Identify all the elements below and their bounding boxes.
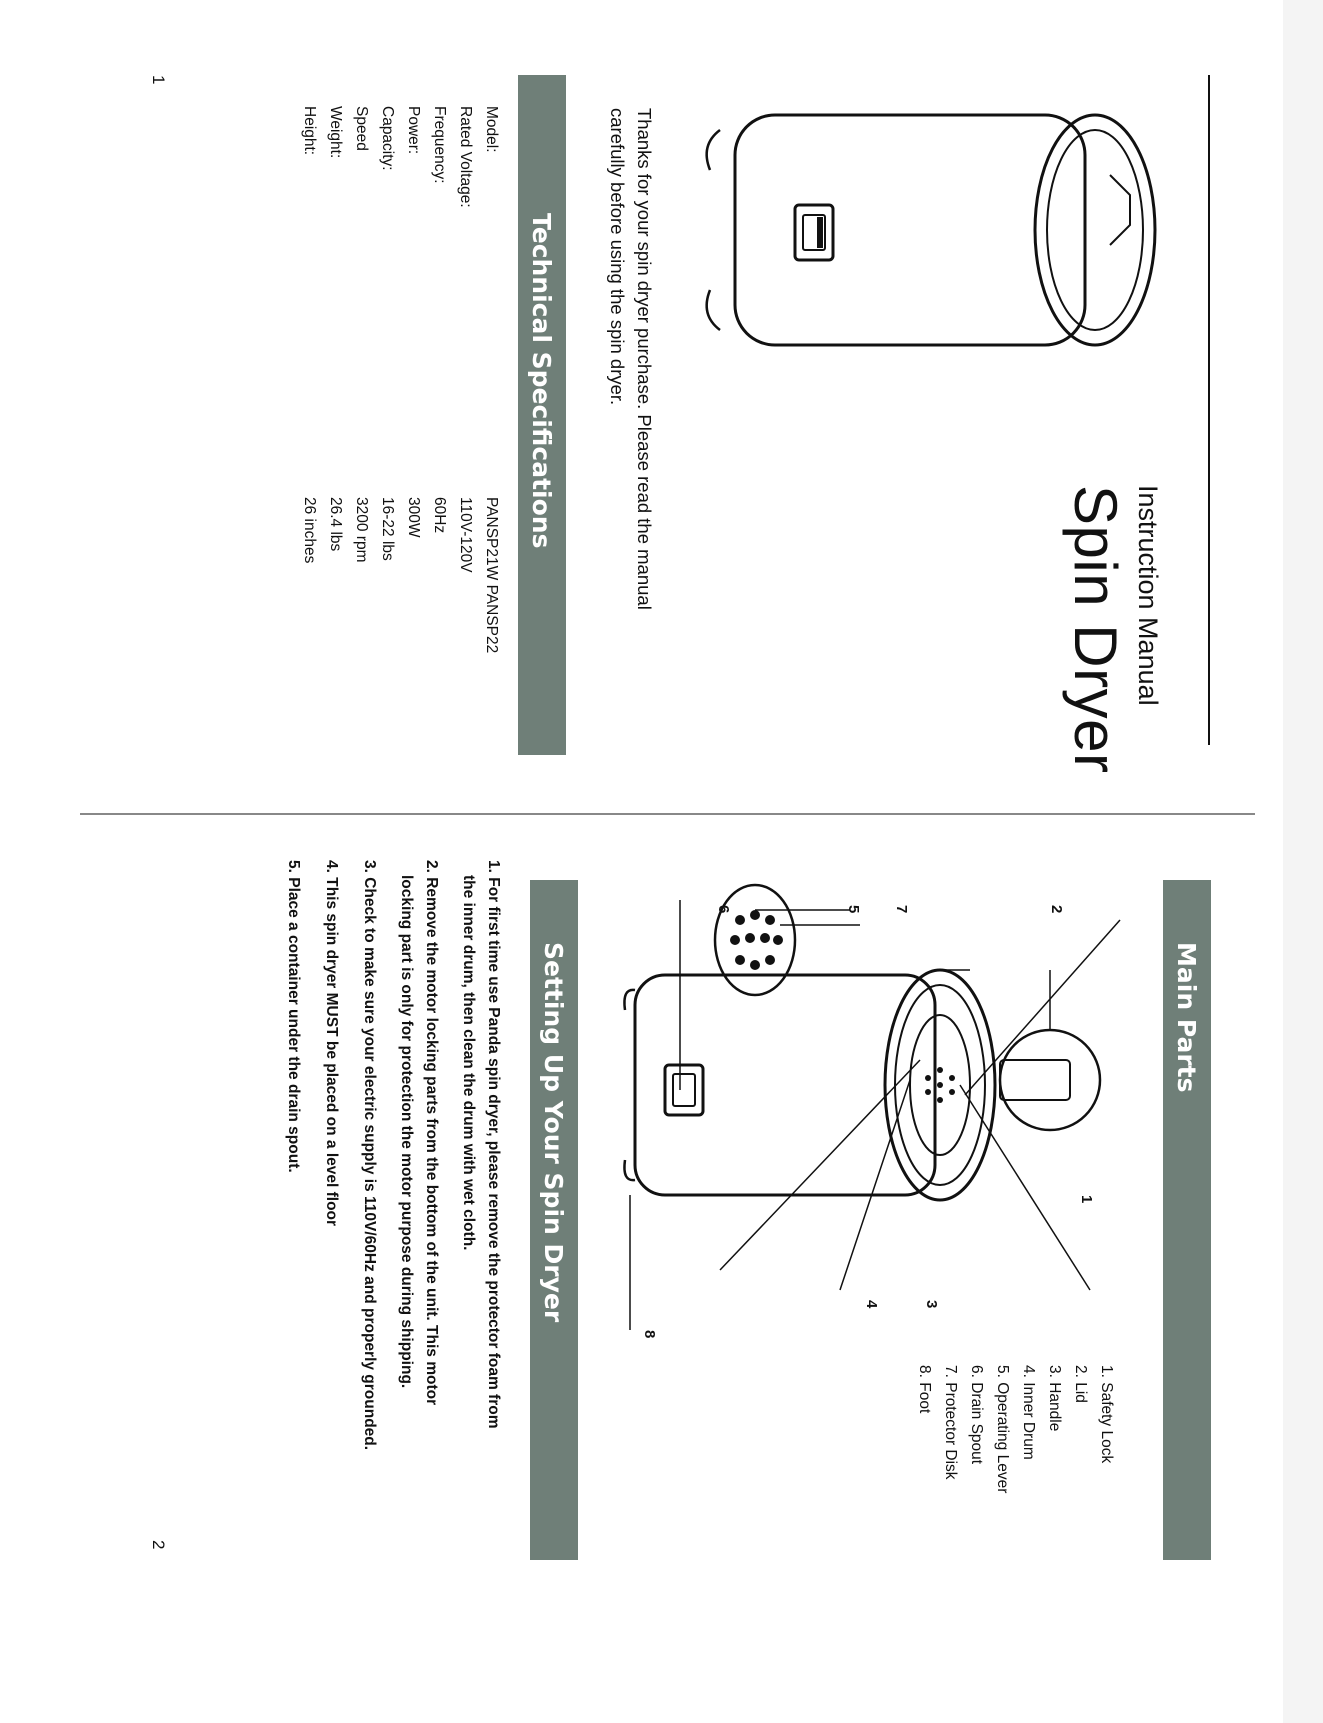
setup-step-2-line-1: 2. Remove the motor locking parts from the bottom of the unit. This motor [423, 860, 440, 1406]
part-item: 3. Handle [1046, 1365, 1063, 1432]
callout-5: 5 [845, 905, 862, 914]
intro-line-2: carefully before using the spin dryer. [607, 108, 628, 406]
cover-title-rule [1208, 75, 1210, 745]
spec-row-weight: Weight: [327, 106, 344, 159]
manual-title: Spin Dryer [1062, 485, 1129, 774]
spec-row-speed: Speed [353, 106, 370, 151]
manual-subtitle: Instruction Manual [1133, 485, 1163, 706]
part-item: 7. Protector Disk [942, 1365, 959, 1480]
spec-row-power: Power: [405, 106, 422, 155]
setup-step-1-line-1: 1. For first time use Panda spin dryer, please remove the protector foam from [485, 860, 502, 1429]
dryer-cover-illustration [690, 95, 1175, 375]
setup-step-1-line-2: the inner drum, then clean the drum with wet cloth. [460, 875, 477, 1251]
page-number-left: 1 [149, 75, 168, 85]
spec-value-voltage: 110V-120V [457, 497, 474, 573]
spec-row-capacity: Capacity: [379, 106, 396, 171]
part-item: 6. Drain Spout [968, 1365, 985, 1465]
tech-specs-heading: Technical Specifications [527, 213, 556, 549]
spec-value-weight: 26.4 lbs [327, 497, 344, 552]
setup-heading: Setting Up Your Spin Dryer [539, 942, 568, 1323]
page-number-right: 2 [149, 1540, 168, 1550]
spec-row-voltage: Rated Voltage: [457, 106, 474, 208]
callout-8: 8 [641, 1330, 658, 1339]
spec-row-model: Model: [483, 106, 500, 153]
setup-step-3: 3. Check to make sure your electric supply is 110V/60Hz and properly grounded. [361, 860, 378, 1451]
spec-row-height: Height: [301, 106, 318, 156]
spec-value-model: PANSP21W PANSP22 [483, 497, 500, 654]
callout-6: 6 [715, 905, 732, 914]
part-item: 1. Safety Lock [1098, 1365, 1115, 1464]
tech-specs-banner [518, 75, 566, 755]
part-item: 8. Foot [916, 1365, 933, 1414]
setup-banner [530, 880, 578, 1560]
callout-1: 1 [1078, 1195, 1095, 1204]
part-item: 2. Lid [1072, 1365, 1089, 1403]
setup-step-4: 4. This spin dryer MUST be placed on a level floor [323, 860, 340, 1227]
spec-value-power: 300W [405, 497, 422, 538]
main-parts-heading: Main Parts [1172, 942, 1201, 1093]
spec-value-speed: 3200 rpm [353, 497, 370, 563]
part-item: 5. Operating Lever [994, 1365, 1011, 1494]
setup-step-5: 5. Place a container under the drain spout. [285, 860, 302, 1173]
spec-row-frequency: Frequency: [431, 106, 448, 184]
spec-value-capacity: 16-22 lbs [379, 497, 396, 561]
spec-value-frequency: 60Hz [431, 497, 448, 534]
dryer-parts-diagram [620, 870, 1140, 1390]
part-item: 4. Inner Drum [1020, 1365, 1037, 1460]
main-parts-banner [1163, 880, 1211, 1560]
callout-3: 3 [923, 1300, 940, 1309]
callout-2: 2 [1048, 905, 1065, 914]
callout-4: 4 [863, 1300, 880, 1309]
setup-step-2-line-2: locking part is only for protection the motor purpose during shipping. [398, 875, 415, 1389]
intro-line-1: Thanks for your spin dryer purchase. Please read the manual [634, 108, 655, 610]
spec-value-height: 26 inches [301, 497, 318, 564]
callout-7: 7 [893, 905, 910, 914]
